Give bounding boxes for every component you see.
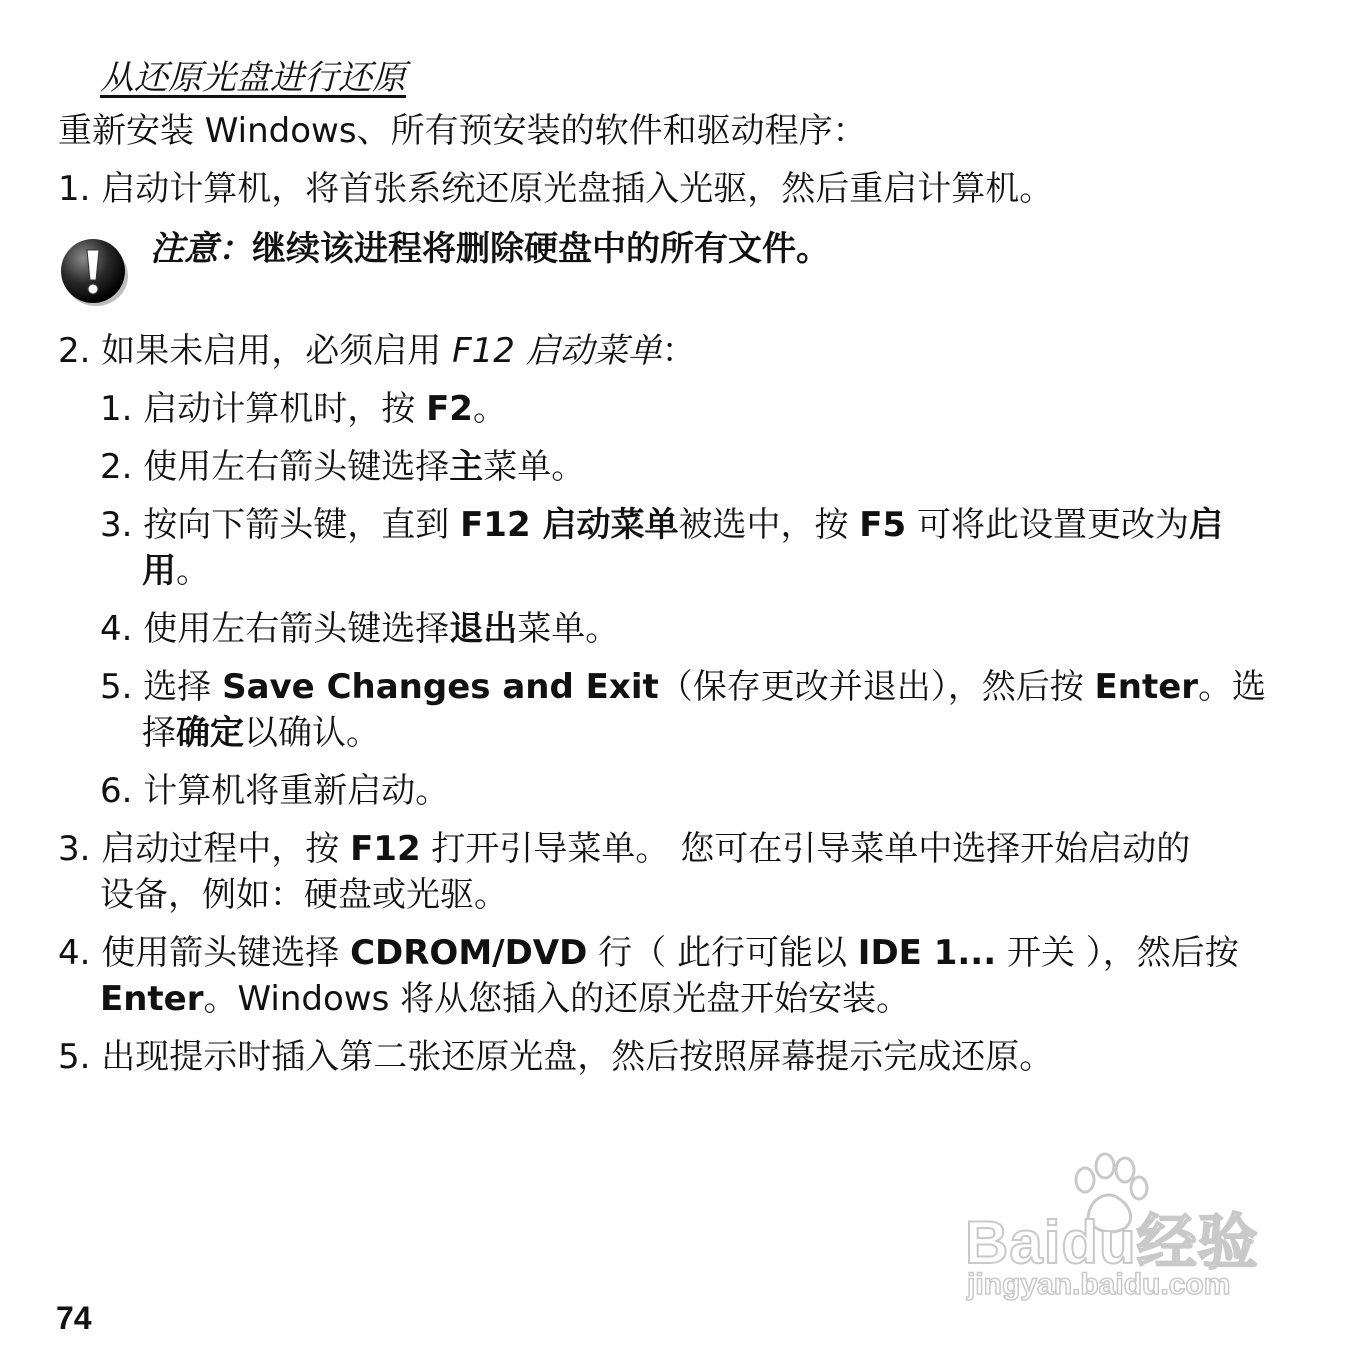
step-text-suffix: 开关 ），然后按 — [996, 933, 1239, 973]
substep-key: F5 — [859, 505, 907, 545]
substep-6 — [100, 768, 449, 814]
substep-value: 用 — [142, 551, 176, 591]
step-text-suffix: ： — [661, 331, 696, 371]
substep-5-continued — [142, 710, 380, 756]
substep-menu: 退出 — [449, 609, 518, 649]
substep-text: 选择 — [143, 667, 223, 707]
step-text: 如果未启用，必须启用 — [101, 331, 453, 371]
watermark-text: Baidu经验 — [965, 1209, 1259, 1276]
substep-3 — [100, 502, 1223, 548]
step-number: 4. — [58, 933, 91, 973]
step-number: 2. — [58, 331, 91, 371]
step-text: 使用箭头键选择 — [101, 933, 351, 973]
note-callout — [150, 226, 830, 272]
step-text: 设备，例如：硬盘或光驱。 — [100, 875, 508, 915]
warning-exclamation-icon — [58, 236, 130, 308]
step-2 — [58, 328, 696, 374]
substep-text: 使用左右箭头键选择 — [143, 609, 450, 649]
substep-4 — [100, 606, 619, 652]
substep-2 — [100, 444, 585, 490]
substep-number: 1. — [100, 389, 133, 429]
substep-text: 择 — [142, 713, 176, 753]
baidu-watermark — [955, 1150, 1285, 1310]
step-text-italic: F12 启动菜单 — [452, 331, 662, 371]
step-number: 3. — [58, 829, 91, 869]
step-key: Enter — [100, 979, 204, 1019]
substep-mid: 被选中，按 — [678, 505, 860, 545]
step-4 — [58, 930, 1239, 976]
substep-mid: （保存更改并退出），然后按 — [658, 667, 1095, 707]
step-4-continued — [100, 976, 910, 1022]
step-5 — [58, 1034, 1053, 1080]
step-option: IDE 1... — [857, 933, 997, 973]
substep-option: 确定 — [176, 713, 244, 753]
substep-text: 计算机将重新启动。 — [143, 771, 450, 811]
substep-option: Save Changes and Exit — [222, 667, 659, 707]
substep-text: 以确认。 — [244, 713, 380, 753]
substep-option: F12 启动菜单 — [460, 505, 679, 545]
watermark-url: jingyan.baidu.com — [967, 1268, 1231, 1301]
note-text: 继续该进程将删除硬盘中的所有文件。 — [252, 229, 830, 269]
step-text: 启动计算机，将首张系统还原光盘插入光驱，然后重启计算机。 — [101, 169, 1054, 209]
substep-suffix: 。 — [472, 389, 507, 429]
page-number: 74 — [56, 1300, 92, 1336]
step-text-mid: 行（ 此行可能以 — [587, 933, 858, 973]
substep-text: 使用左右箭头键选择 — [143, 447, 450, 487]
substep-suffix: 。选 — [1198, 667, 1267, 707]
intro-paragraph: 重新安装 Windows、所有预安装的软件和驱动程序： — [58, 111, 867, 151]
step-key: F12 — [350, 829, 421, 869]
step-number: 1. — [58, 169, 91, 209]
step-text: 出现提示时插入第二张还原光盘，然后按照屏幕提示完成还原。 — [101, 1037, 1054, 1077]
section-title: 从还原光盘进行还原 — [100, 58, 406, 98]
substep-menu: 主 — [449, 447, 484, 487]
substep-3-continued — [142, 548, 210, 594]
substep-number: 3. — [100, 505, 133, 545]
step-text: 。Windows 将从您插入的还原光盘开始安装。 — [203, 979, 911, 1019]
substep-key: Enter — [1094, 667, 1199, 707]
substep-suffix: 菜单。 — [517, 609, 620, 649]
substep-suffix: 菜单。 — [483, 447, 586, 487]
substep-suffix: 可将此设置更改为 — [906, 505, 1189, 545]
substep-number: 5. — [100, 667, 133, 707]
step-3-continued — [100, 872, 508, 918]
substep-text: 启动计算机时，按 — [143, 389, 427, 429]
substep-5 — [100, 664, 1266, 710]
substep-value: 启 — [1188, 505, 1223, 545]
substep-number: 2. — [100, 447, 133, 487]
note-label: 注意： — [150, 229, 252, 269]
substep-text: 。 — [176, 551, 210, 591]
step-3 — [58, 826, 1190, 872]
step-1 — [58, 166, 1053, 212]
substep-number: 6. — [100, 771, 133, 811]
step-number: 5. — [58, 1037, 91, 1077]
step-option: CDROM/DVD — [350, 933, 588, 973]
substep-1 — [100, 386, 507, 432]
substep-key: F2 — [426, 389, 473, 429]
substep-text: 按向下箭头键，直到 — [143, 505, 461, 545]
substep-number: 4. — [100, 609, 133, 649]
step-text-mid: 打开引导菜单。 您可在引导菜单中选择开始启动的 — [420, 829, 1191, 869]
step-text: 启动过程中，按 — [101, 829, 351, 869]
